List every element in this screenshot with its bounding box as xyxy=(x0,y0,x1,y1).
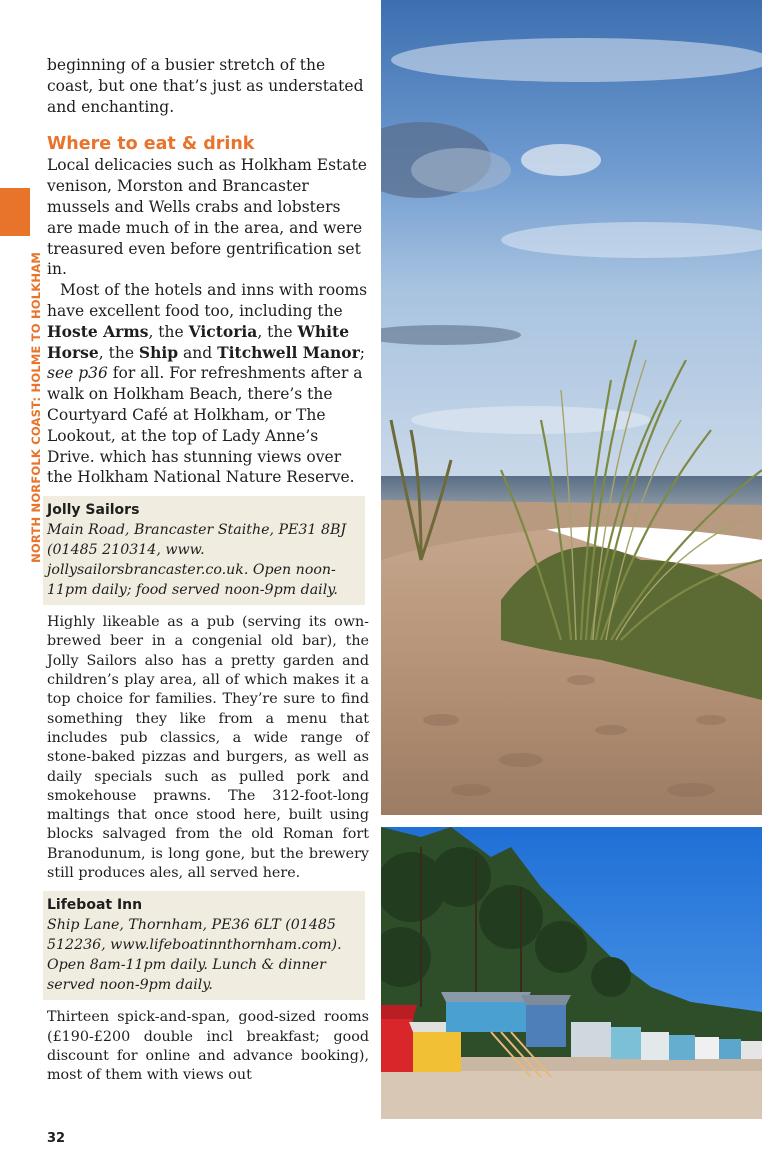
listing-address: Main Road, Brancaster Staithe, PE31 8BJ (01485 210314, www. jollysailorsbrancaster.co.uk. Open noon-11pm daily; food served noon-9pm daily. xyxy=(47,522,347,599)
venue-white-horse: White Horse xyxy=(47,321,350,362)
listing-box-lifeboat-inn xyxy=(43,891,365,1000)
p2-text-4: , the xyxy=(98,343,139,362)
section-paragraph-1: Local delicacies such as Holkham Estate venison, Morston and Brancaster mussels and Wells crabs and lobsters are made much of in the area, and were treasured even before gentrification set in. xyxy=(47,156,367,279)
section-heading: Where to eat & drink xyxy=(47,134,255,155)
page-cross-reference: see p36 xyxy=(47,364,108,383)
listing-box-jolly-sailors xyxy=(43,496,365,605)
p2-text-1: Most of the hotels and inns with rooms have excellent food too, including the xyxy=(47,281,368,320)
intro-paragraph: beginning of a busier stretch of the coast, but one that’s just as understated and enchanting. xyxy=(47,56,364,116)
beach-huts-photo xyxy=(381,827,762,1119)
listing-description: Highly likeable as a pub (serving its own-brewed beer in a congenial old bar), the Jolly Sailors also has a pretty garden and children’s play area, all of which makes it a top choice for families. They’re sure to find something they like from a menu that includes pub classics, a wide range of stone-baked pizzas and burgers, as well as daily specials such as pulled pork and smokehouse prawns. The 312-foot-long maltings that once stood here, built using blocks salvaged from the old Roman fort Branodunum, is long gone, but the brewery still produces ales, all served here. xyxy=(47,614,369,881)
listing-name: Jolly Sailors xyxy=(47,502,140,519)
chapter-tab-marker xyxy=(0,188,30,236)
listing-description: Thirteen spick-and-span, good-sized rooms (£190-£200 double incl breakfast; good discount for online and advance booking), most of them with views out xyxy=(47,1009,369,1084)
listing-address: Ship Lane, Thornham, PE36 6LT (01485 512236, www.lifeboatinnthornham.com). Open 8am-11pm daily. Lunch & dinner served noon-9pm daily. xyxy=(47,917,342,994)
venue-ship: Ship xyxy=(138,342,179,362)
dune-grass-photo xyxy=(381,0,762,815)
p2-text-7: for all. For refreshments after a walk on Holkham Beach, there’s the Courtyard Café at Holkham, or The Lookout, at the top of Lady Anne’s Drive. which has stunning views over the Holkham National Nature Reserve. xyxy=(47,364,363,487)
venue-hoste-arms: Hoste Arms xyxy=(47,321,149,341)
section-paragraph-2 xyxy=(47,280,369,488)
text-column xyxy=(47,55,369,1085)
venue-titchwell-manor: Titchwell Manor xyxy=(217,342,360,362)
p2-text-5: and xyxy=(178,343,218,362)
listing-name: Lifeboat Inn xyxy=(47,897,143,914)
p2-text-6: ; xyxy=(359,343,366,362)
p2-text-3: , the xyxy=(257,322,298,341)
venue-victoria: Victoria xyxy=(188,321,258,341)
page-number: 32 xyxy=(47,1131,66,1146)
p2-text-2: , the xyxy=(148,322,189,341)
chapter-running-head: NORTH NORFOLK COAST: HOLME TO HOLKHAM xyxy=(29,252,43,563)
